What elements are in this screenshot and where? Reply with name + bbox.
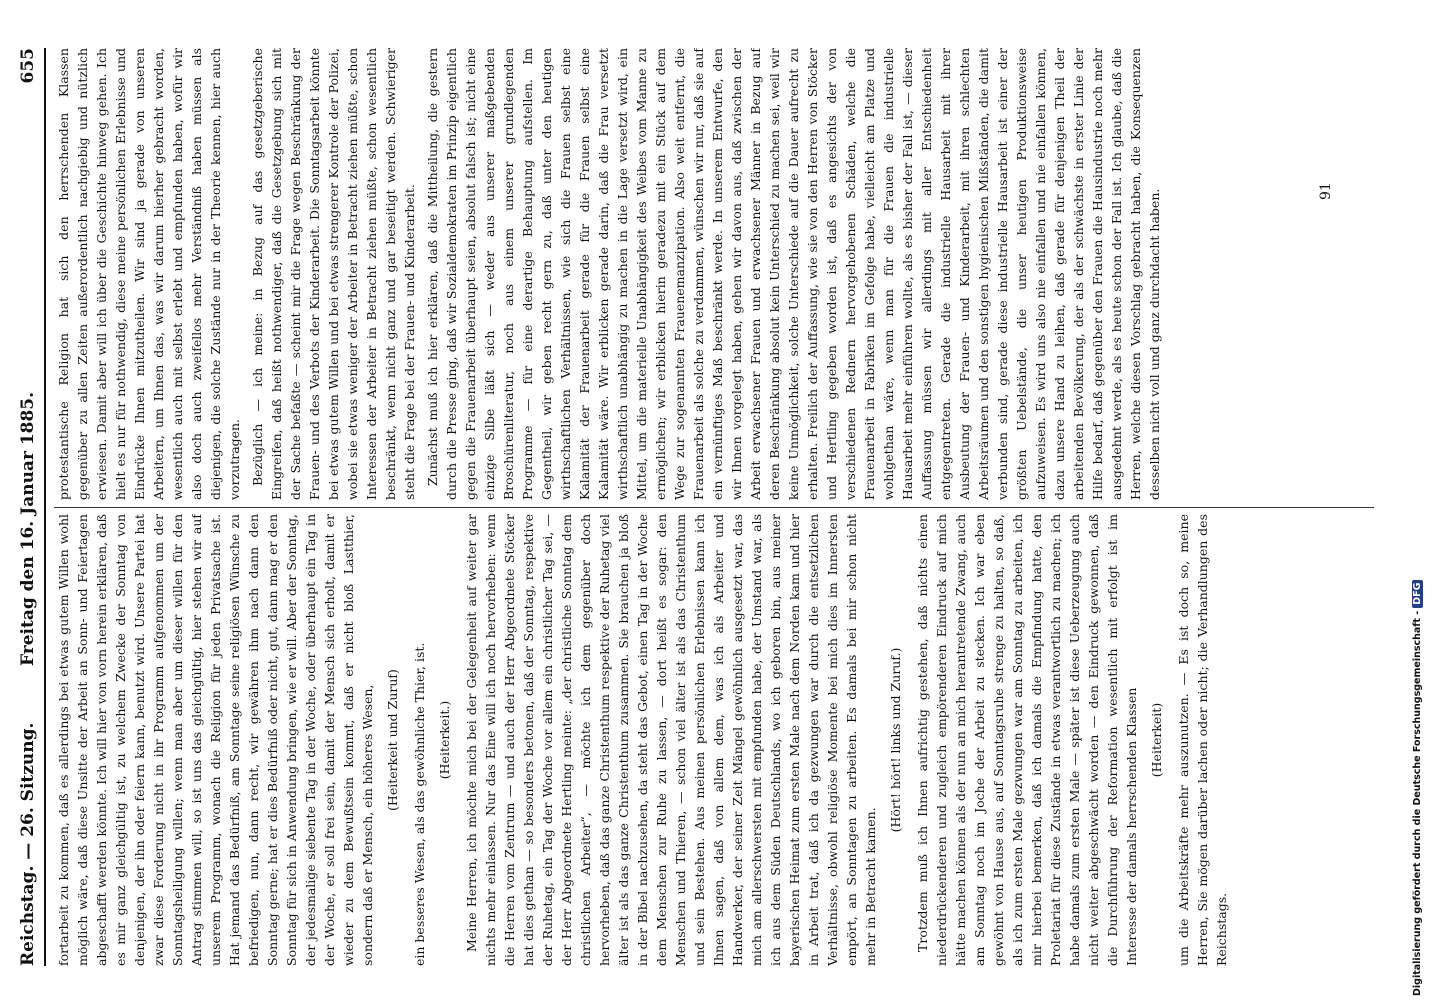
paragraph: ein besseres Wesen, als das gewöhnliche Thier, ist. [412,642,427,966]
signature-mark: 91 [1318,182,1334,200]
paragraph: fortarbeit zu kommen, daß es allerdings bei etwas gutem Willen wohl möglich wäre, daß diese Unsitte der Arbeit an Sonn- und Feiertagen abgeschafft werden könnte. Ich will hier von vorn herein erklären, daß es mir ganz gleichgültig ist, zu welchem Zwecke der Sonntag von denjenigen, der ihn oder feiern kann, benutzt wird. Unsere Partei hat zwar diese Forderung nicht in ihr Programm aufgenommen um der Sonntagsheiligung willen; wenn man aber um dieser willen für den Antrag stimmen will, so ist uns das gleichgültig, hier stehen wir auf unserem Programm, wonach die Religion für jeden Privatsache ist. Hat jemand das Bedürfniß, am Sonntage seine religiösen Wünsche zu befriedigen, nun, dann recht, wir gewähren ihm nach dann den Sonntag gerne; hat er dies Bedürfniß oder nicht, gut, dann mag er den Sonntag für sich in Anwendung bringen, wie er will. Aber der Sonntag, der jedesmalige siebente Tag in der Woche, oder überhaupt ein Tag in der Woche, er soll frei sein, damit der Mensch sich erholt, damit er wieder zu dem Bewußtsein kommt, daß er nicht bloß Lastthier, sondern daß er Mensch, ein höheres Wesen, [56,514,375,966]
paragraph: Bezüglich — ich meine: in Bezug auf das gesetzgeberische Eingreifen, daß heißt nothwendiger, daß die Gesetzgebung sich mit der Sache befaßte — scheint mir die Frage wegen Beschränkung der Frauen- und des Verbots der Kinderarbeit. Die Sonntagsarbeit könnte bei etwas gutem Willen und bei etwas strengerer Kontrole der Polizei, wobei sie etwas weniger der Arbeiter in Betracht ziehen müßte, schon Interessen der Arbeiter in Betracht ziehen müßte, schon wesentlich beschränkt, wenn nicht ganz und gar beseitigt werden. Schwieriger steht die Frage bei der Frauen- und Kinderarbeit. [250,48,417,500]
page-number: 655 [18,48,38,84]
paragraph: um die Arbeitskräfte mehr auszunutzen. — Es ist doch so, meine Herren, Sie mögen darüber lachen oder nicht; die Verhandlungen des Reichstags. [1176,514,1229,966]
dfg-logo: DFG [1412,580,1423,608]
column-divider [54,507,1374,508]
interjection: (Heiterkeit) [1149,702,1164,778]
paragraph: Meine Herren, ich möchte mich bei der Gelegenheit auf weiter gar nichts mehr einlassen. Nur das Eine will ich noch hervorheben: wenn die Herren vom Zentrum — und auch der Herr Abgeordnete Stöcker hat dies gethan — so besonders betonen, daß der Sonntag, respektive der Ruhetag, ein Tag der Woche vor allem ein christlicher Tag sei, — der Herr Abgeordnete Hertling meinte: „der christliche Sonntag dem christlichen Arbeiter“, — möchte ich dem gegenüber doch hervorheben, daß das ganze Christenthum respektive der Ruhetag viel älter ist als das ganze Christenthum zusammen. Sie brauchen ja bloß in der Bibel nachzusehen, da steht das Gebot, einen Tag in der Woche dem Menschen zur Ruhe zu lassen, — dort heißt es sogar: den Menschen und Thieren, — schon viel älter ist als das Christenthum und sein Bestehen. Aus meinen persönlichen Erlebnissen kann ich Ihnen sagen, daß von allem dem, was ich als Arbeiter und Handwerker, der seiner Zeit Mängel gewöhnlich ausgesetzt war, das mich am allerschwersten mit empfunden habe, der Umstand war, als ich aus dem Süden Deutschlands, wo ich geboren bin, aus meiner bayerischen Heimat zum ersten Male nach dem Norden kam und hier in Arbeit trat, daß ich da gezwungen war durch die entsetzlichen Verhältnisse, obwohl religiöse Momente bei mich dies im Innersten empört, an Sonntagen zu arbeiten. Es damals bei mir schon nicht mehr in Betracht kamen. [464,514,878,966]
paragraph: Trotzdem muß ich Ihnen aufrichtig gestehen, daß nichts einen niederdrückenderen und zugleich empörenderen Eindruck auf mich hätte machen können als der nun an mich herantretende Zwang, auch am Sonntag noch im Joche der Arbeit zu stecken. Ich war eben gewöhnt von Hause aus, auf Sonntagsruhe strenge zu halten, so daß, als ich zum ersten Male gezwungen war am Sonntag zu arbeiten, ich mir hierbei bemerken, daß ich damals die Empfindung hatte, den Proletariat für diese Zustände in etwas verantwortlich zu machen; ich habe damals zum ersten Male — später ist diese Ueberzeugung auch nicht weiter abgeschwächt worden — den Eindruck gewonnen, daß die Durchführung der Reformation wesentlich mit erfolgt ist im Interesse der damals herrschenden Klassen [915,514,1139,966]
running-head-session: Reichstag. — 26. Sitzung. [18,722,38,966]
interjection: (Hört! hört! links und Zuruf.) [888,647,903,833]
interjection: (Heiterkeit.) [437,700,452,780]
right-column [54,48,1374,500]
interjection: (Heiterkeit und Zuruf) [385,669,400,811]
digitization-note [1412,580,1423,996]
digitization-text: Digitalisierung gefördert durch die Deutsche Forschungsgemeinschaft - [1412,610,1423,996]
running-head [14,48,46,966]
paragraph: Zunächst muß ich hier erklären, daß die Mittheilung, die gestern durch die Presse ging, daß wir Sozialdemokraten im Prinzip eigentlich gegen die Frauenarbeit überhaupt seien, absolut falsch ist; nicht eine einzige Silbe läßt sich — weder aus unserer maßgebenden Broschürenliteratur, noch aus einem unserer grundlegenden Programme — für eine derartige Behauptung aufstellen. Im Gegentheil, wir geben recht gern zu, daß unter den heutigen wirthschaftlichen Verhältnissen, wie sich die Frauen selbst eine Kalamität der Frauenarbeit gerade für die Frauen selbst eine Kalamität wäre. Wir erblicken gerade darin, daß die Frau versetzt wirthschaftlich unabhängig zu machen in die Lage versetzt wird, ein Mittel, um die materielle Unabhängigkeit des Weibes vom Manne zu ermöglichen; wir erblicken hierin geradezu mit ein Stück auf dem Wege zur sogenannten Frauenemanzipation. Also weit entfernt, die Frauenarbeit als solche zu verdammen, wünschen wir nur, daß sie auf ein vernünftiges Maß beschränkt werde. In unserem Entwurfe, den wir Ihnen vorgelegt haben, gehen wir davon aus, daß zwischen der Arbeit erwachsener Frauen und erwachsener Männer in Bezug auf deren Beschränkung absolut kein Unterschied zu machen sei, weil wir keine Unmöglichkeit, solche Unterschiede auf die Dauer aufrecht zu erhalten. Freilich der Auffassung, wie sie von den Herren von Stöcker und Hertling gegeben worden ist, daß es angesichts der von verschiedenen Rednern hervorgehobenen Schäden, welche die Frauenarbeit in Fabriken im Gefolge habe, vielleicht am Platze und wohlgethan wäre, wenn man für die Frauen die industrielle Hausarbeit mehr einführen wollte, als es bisher der Fall ist, — dieser Auffassung müssen wir allerdings mit aller Entschiedenheit entgegentreten. Gerade die industrielle Hausarbeit mit ihrer Ausbeutung der Frauen- und Kinderarbeit, mit ihren schlechten Arbeitsräumen und den sonstigen hygienischen Mißständen, die damit verbunden sind, gerade diese industrielle Hausarbeit ist einer der größten Uebelstände, die unser heutigen Produktionsweise aufzuweisen. Es wird uns also nie einfallen und nie einfallen können, dazu unsere Hand zu leihen, daß gerade für denjenigen Theil der arbeitenden Bevölkerung, der als der schwächste in erster Linie der Hilfe bedarf, daß gegenüber den Frauen die Hausindustrie noch mehr ausgedehnt werde, als es heute schon der Fall ist. Ich glaube, daß die Herren, welche diesen Vorschlag gebracht haben, die Konsequenzen desselben nicht voll und ganz durchdacht haben. [425,48,1162,500]
paragraph: protestantische Religion hat sich den herrschenden Klassen gegenüber zu allen Zeiten außerordentlich nachgiebig und nützlich erwiesen. Damit aber will ich über die Geschichte hinweg gehen. Ich hielt es nur für nothwendig, diese meine persönlichen Erlebnisse und Eindrücke Ihnen mitzutheilen. Wir sind ja gerade von unseren Arbeitern, um Ihnen das, was wir darum hierher gebracht worden, wesentlich auch mit selbst erlebt und empfunden haben, wofür wir also doch auch zweifellos mehr Verständniß haben müssen als diejenigen, die solche Zustände nur in der Theorie kennen, hier auch vorzutragen. [56,48,242,500]
running-head-date: Freitag den 16. Januar 1885. [18,391,38,666]
left-column [54,514,1374,966]
